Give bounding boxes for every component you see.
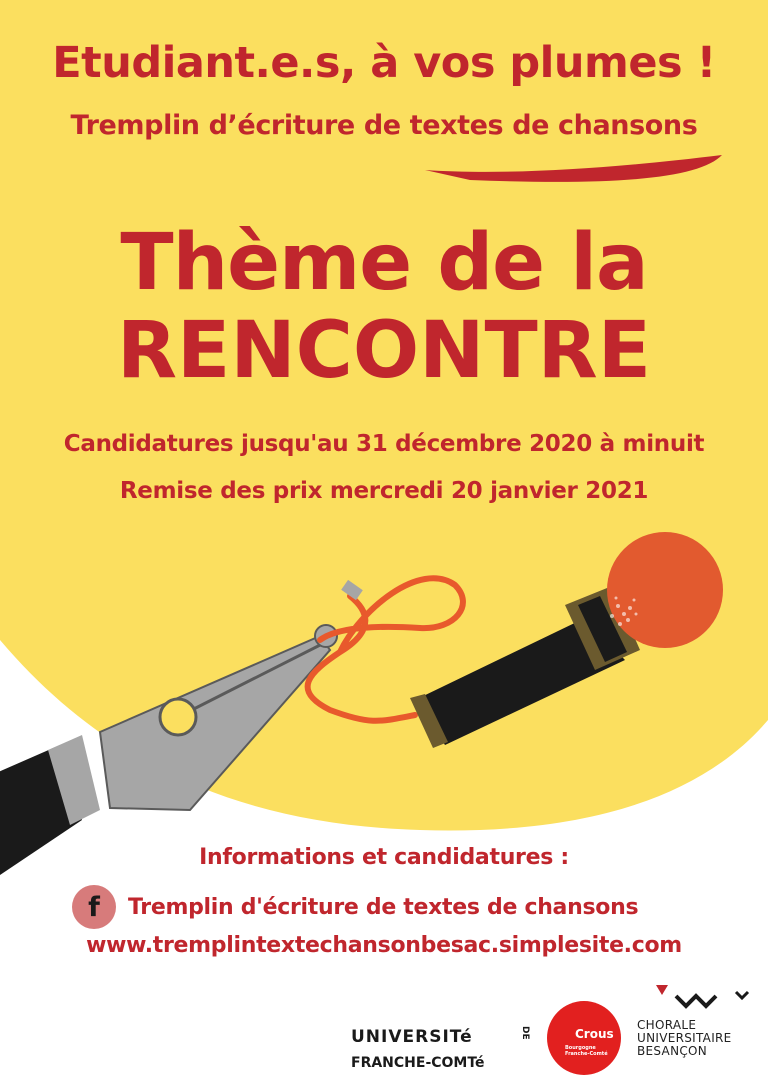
facebook-page-link[interactable]: Tremplin d'écriture de textes de chansons <box>128 894 639 920</box>
deadline-text: Candidatures jusqu'au 31 décembre 2020 à minuit <box>63 431 705 457</box>
crous-subtitle-line-1: Bourgogne <box>565 1045 596 1051</box>
chorale-line-1: CHORALE <box>637 1018 697 1032</box>
universite-franche-comte-logo <box>351 1027 531 1071</box>
ufc-logo-line-1: UNIVERSITé <box>351 1027 473 1047</box>
subheadline: Tremplin d’écriture de textes de chansons <box>70 110 698 141</box>
chorale-universitaire-logo <box>637 1019 732 1058</box>
theme-title-line-1: Thème de la <box>120 218 648 308</box>
theme-title-line-2: RENCONTRE <box>116 306 651 396</box>
crous-logo <box>547 1001 621 1075</box>
chorale-logo-marks <box>656 985 748 1006</box>
chorale-line-3: BESANÇON <box>637 1044 708 1058</box>
info-heading: Informations et candidatures : <box>199 845 569 870</box>
website-link[interactable]: www.tremplintextechansonbesac.simplesite.com <box>86 933 682 958</box>
chorale-line-2: UNIVERSITAIRE <box>637 1031 732 1045</box>
ufc-logo-line-2: FRANCHE-COMTé <box>351 1055 485 1071</box>
crous-logo-name: Crous <box>575 1027 614 1041</box>
ceremony-text: Remise des prix mercredi 20 janvier 2021 <box>119 478 649 504</box>
facebook-icon[interactable]: f <box>72 885 116 929</box>
headline: Etudiant.e.s, à vos plumes ! <box>52 38 716 88</box>
crous-subtitle-line-2: Franche-Comté <box>565 1051 608 1057</box>
crous-logo-subtitle <box>565 1045 608 1057</box>
logo-de-label: DE <box>520 1026 530 1040</box>
facebook-row[interactable] <box>72 885 638 929</box>
